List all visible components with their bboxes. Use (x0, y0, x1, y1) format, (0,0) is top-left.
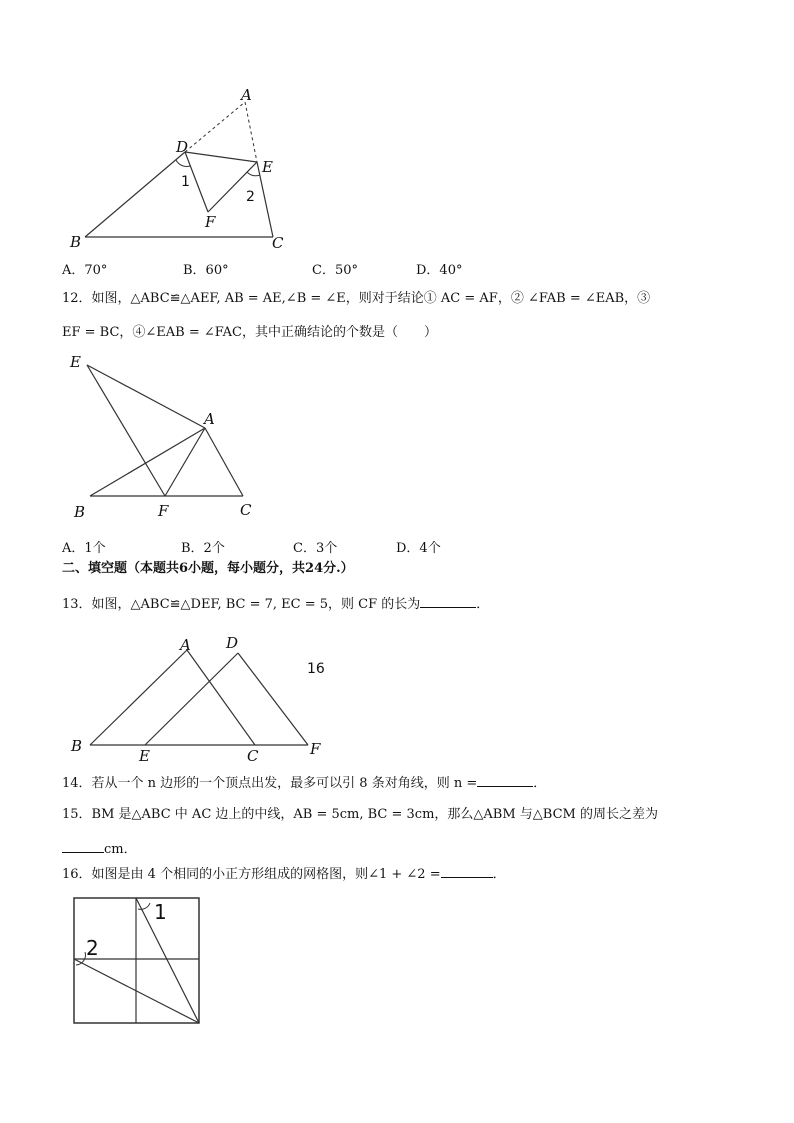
q15-unit: cm． (104, 842, 137, 857)
q16-question: 16．如图是由 4 个相同的小正方形组成的网格图，则∠1 + ∠2 = (62, 867, 441, 882)
q13-label-b: B (71, 737, 83, 755)
q12-figure (60, 350, 270, 525)
q12-option-b[interactable]: B．2个 (181, 541, 225, 556)
q13-figure (60, 630, 335, 765)
q16-angle-2: 2 (86, 936, 99, 960)
q11-figure (60, 80, 320, 255)
q13-label-f: F (310, 740, 321, 758)
q13-label-d: D (226, 634, 239, 652)
q12-option-a[interactable]: A．1个 (62, 541, 106, 556)
q11-label-b: B (70, 233, 82, 251)
q14-question: 14．若从一个 n 边形的一个顶点出发，最多可以引 8 条对角线，则 n = (62, 776, 478, 791)
q12-option-d[interactable]: D．4个 (396, 541, 441, 556)
q12-text-line2: EF = BC，④∠EAB = ∠FAC，其中正确结论的个数是（ ） (62, 325, 438, 340)
q11-label-f: F (205, 213, 216, 231)
q12-text-line1: 12．如图，△ABC≌△AEF, AB = AE,∠B = ∠E，则对于结论① AC = AF，② ∠FAB = ∠EAB，③ (62, 291, 651, 306)
q11-angle-1: 1 (181, 174, 190, 190)
q11-label-c: C (272, 234, 284, 252)
q15-line2 (62, 840, 137, 859)
q16-angle-1: 1 (154, 900, 167, 924)
q13-question: 13．如图，△ABC≌△DEF, BC = 7, EC = 5，则 CF 的长为 (62, 597, 421, 612)
q13-end: ． (476, 597, 490, 612)
q13-label-a: A (180, 636, 191, 654)
q16-end: ． (492, 867, 506, 882)
q16-figure (70, 895, 205, 1027)
q15-text: 15．BM 是△ABC 中 AC 边上的中线，AB = 5cm, BC = 3cm，那么△ABM 与△BCM 的周长之差为 (62, 807, 658, 822)
q16-text (62, 865, 506, 884)
q13-label-c: C (247, 747, 259, 765)
section-title: 二、填空题（本题共6小题，每小题分，共24分.） (62, 561, 354, 576)
q13-stray-number: 16 (307, 661, 325, 677)
q11-option-b[interactable]: B．60° (183, 263, 229, 278)
q11-label-e: E (262, 158, 273, 176)
q11-option-d[interactable]: D．40° (416, 263, 463, 278)
q12-label-b: B (74, 503, 86, 521)
q12-label-a: A (204, 410, 215, 428)
q15-answer-blank[interactable] (62, 840, 104, 853)
q11-option-a[interactable]: A．70° (62, 263, 108, 278)
q11-label-a: A (241, 86, 252, 104)
q13-text (62, 595, 489, 614)
q14-answer-blank[interactable] (477, 774, 533, 787)
q14-text (62, 774, 546, 793)
q11-option-c[interactable]: C．50° (312, 263, 358, 278)
q11-label-d: D (176, 138, 189, 156)
q16-answer-blank[interactable] (441, 865, 493, 878)
q11-angle-2: 2 (246, 189, 255, 205)
q13-answer-blank[interactable] (420, 595, 476, 608)
q14-end: ． (533, 776, 547, 791)
q12-option-c[interactable]: C．3个 (293, 541, 338, 556)
q12-label-c: C (240, 501, 252, 519)
q12-label-f: F (158, 502, 169, 520)
q12-label-e: E (70, 353, 81, 371)
q13-label-e: E (139, 747, 150, 765)
